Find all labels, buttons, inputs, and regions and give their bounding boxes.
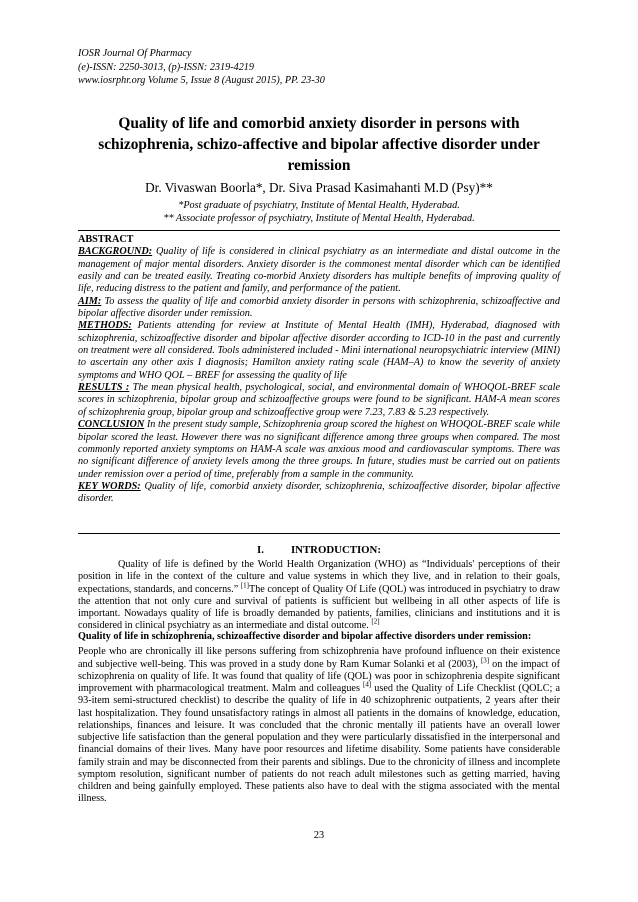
citation-3: [3]	[480, 656, 490, 665]
intro-text-a: Quality of life is defined by the World Health Organization (WHO) as “Individuals' perceptions of their position in life in the context of the culture and value systems in which they live, and in relation to their goals, expectations, standards, and concerns.”	[78, 559, 560, 595]
affiliation-2: ** Associate professor of psychiatry, Institute of Mental Health, Hyderabad.	[163, 213, 475, 224]
intro-paragraph	[78, 559, 560, 633]
abstract-keywords	[78, 481, 560, 506]
paper-title: Quality of life and comorbid anxiety disorder in persons with schizophrenia, schizo-affective and bipolar affective disorder under remission	[98, 115, 540, 174]
journal-header	[78, 47, 558, 88]
journal-name: IOSR Journal Of Pharmacy	[78, 48, 192, 59]
conclusion-label: CONCLUSION	[78, 419, 145, 431]
background-text: Quality of life is considered in clinical psychiatry as an intermediate and distal outcome in the management of major mental disorders. Anxiety disorder is the commonest mental disorder which can be identified easily and can be treated easily. Treating co-morbid Anxiety disorders has multiple benefits of improving quality of life, reducing distress to the patient and family, and performance of the patient.	[78, 246, 560, 295]
citation-4: [4]	[363, 680, 372, 689]
methods-text: Patients attending for review at Institute of Mental Health (IMH), Hyderabad, diagnosed with schizophrenia, schizoaffective disorder and bipolar affective disorder according to ICD-10 in the past and currently on treatment were all considered. Tools administered included - Mini international neuropsychiatric interview (MINI) to ascertain any other axis I diagnosis; Hamilton anxiety rating scale (HAM–A) to know the severity of anxiety symptoms and WHO QOL – BREF for assessing the quality of life	[78, 320, 560, 381]
section-heading	[78, 544, 560, 557]
page-number: 23	[313, 830, 325, 841]
abstract-top-rule	[78, 230, 560, 231]
abstract-heading: ABSTRACT	[78, 234, 134, 245]
methods-label: METHODS:	[78, 320, 132, 332]
qol-text-b: on the impact of schizophrenia on quality of life. It was found that quality of life (QOL) was poor in schizophrenia despite significant improvement with pharmacological treatment. Malm and colleagues	[78, 658, 560, 694]
results-label: RESULTS :	[78, 382, 130, 394]
section-title: INTRODUCTION:	[290, 544, 381, 556]
abstract-block	[78, 234, 560, 506]
qol-text-a: People who are chronically ill like persons suffering from schizophrenia have profound influence on their existence and subjective well-being. This was proved in a study done by Ram Kumar Solanki et al (2003),	[78, 646, 560, 670]
paper-authors: Dr. Vivaswan Boorla*, Dr. Siva Prasad Kasimahanti M.D (Psy)**	[145, 180, 493, 195]
abstract-aim	[78, 296, 560, 321]
journal-issn: (e)-ISSN: 2250-3013, (p)-ISSN: 2319-4219	[78, 61, 254, 73]
section-number: I.	[257, 544, 264, 556]
abstract-methods	[78, 320, 560, 382]
affiliation-1: *Post graduate of psychiatry, Institute of Mental Health, Hyderabad.	[178, 200, 460, 211]
abstract-bottom-rule	[78, 533, 560, 534]
aim-label: AIM:	[78, 295, 102, 307]
citation-1: [1]	[240, 581, 249, 590]
abstract-background	[78, 246, 560, 295]
qol-paragraph	[78, 631, 560, 806]
journal-volume-line: www.iosrphr.org Volume 5, Issue 8 (August 2015), PP. 23-30	[78, 75, 325, 86]
keywords-label: KEY WORDS:	[78, 480, 141, 492]
background-label: BACKGROUND:	[78, 246, 153, 258]
abstract-results	[78, 382, 560, 419]
results-text: The mean physical health, psychological, social, and environmental domain of WHOQOL-BREF scale scores in schizophrenia, bipolar group and schizoaffective groups were found to be significant. HAM-A mean scores of schizophrenia group, bipolar group and schizoaffective group were 7.23, 7.83 & 5.23 respectively.	[78, 382, 560, 418]
conclusion-text: In the present study sample, Schizophrenia group scored the highest on WHOQOL-BREF scale while bipolar scored the least. However there was no significant difference among three groups when compared. The most commonly reported anxiety symptoms on HAM-A scale was anxious mood and cardiovascular symptoms. There was no significant difference of anxiety levels among the three groups. In future, studies must be carried out on patients under remission over a period of time, preferably from a sample in the community.	[78, 419, 560, 480]
subsection-heading: Quality of life in schizophrenia, schizoaffective disorder and bipolar affective disorders under remission:	[78, 631, 532, 642]
intro-text-b: The concept of Quality Of Life (QOL) was introduced in psychiatry to draw the attention that not only cure and survival of patients is sufficient but wellbeing in all other aspects of life is important. Nowadays quality of life is broadly demanded by patients, families, clinicians and institutions and it is considered in clinical psychiatry as an intermediate and distal outcome.	[78, 583, 560, 632]
aim-text: To assess the quality of life and comorbid anxiety disorder in persons with schizophrenia, schizoaffective and bipolar affective disorder under remission.	[78, 295, 560, 320]
keywords-text: Quality of life, comorbid anxiety disorder, schizophrenia, schizoaffective disorder, bipolar affective disorder.	[78, 480, 560, 505]
qol-text-c: used the Quality of Life Checklist (QOLC; a 93-item semi-structured checklist) to describe the quality of life in 40 schizophrenic outpatients, 2 years after their last hospitalization. They found unsatisfactory ratings in almost all patients in the domains of knowledge, education, relationships, finances and leisure. It was concluded that the chronic mentally ill patients have an overall lower subjective life satisfaction than the general population and they were particularly dissatisfied in the interpersonal and financial domains of their lives. Many have poor resources and lifetime disability. Some patients have considerable family strain and may be disconnected from their parents and siblings. Due to the chronicity of illness and incomplete symptom resolution, significant number of patients do not reach adult milestones such as getting married, having children and being gainfully employed. These patients also have to deal with the stigma associated with the mental illness.	[78, 683, 561, 805]
citation-2: [2]	[371, 617, 380, 626]
abstract-conclusion	[78, 419, 560, 481]
